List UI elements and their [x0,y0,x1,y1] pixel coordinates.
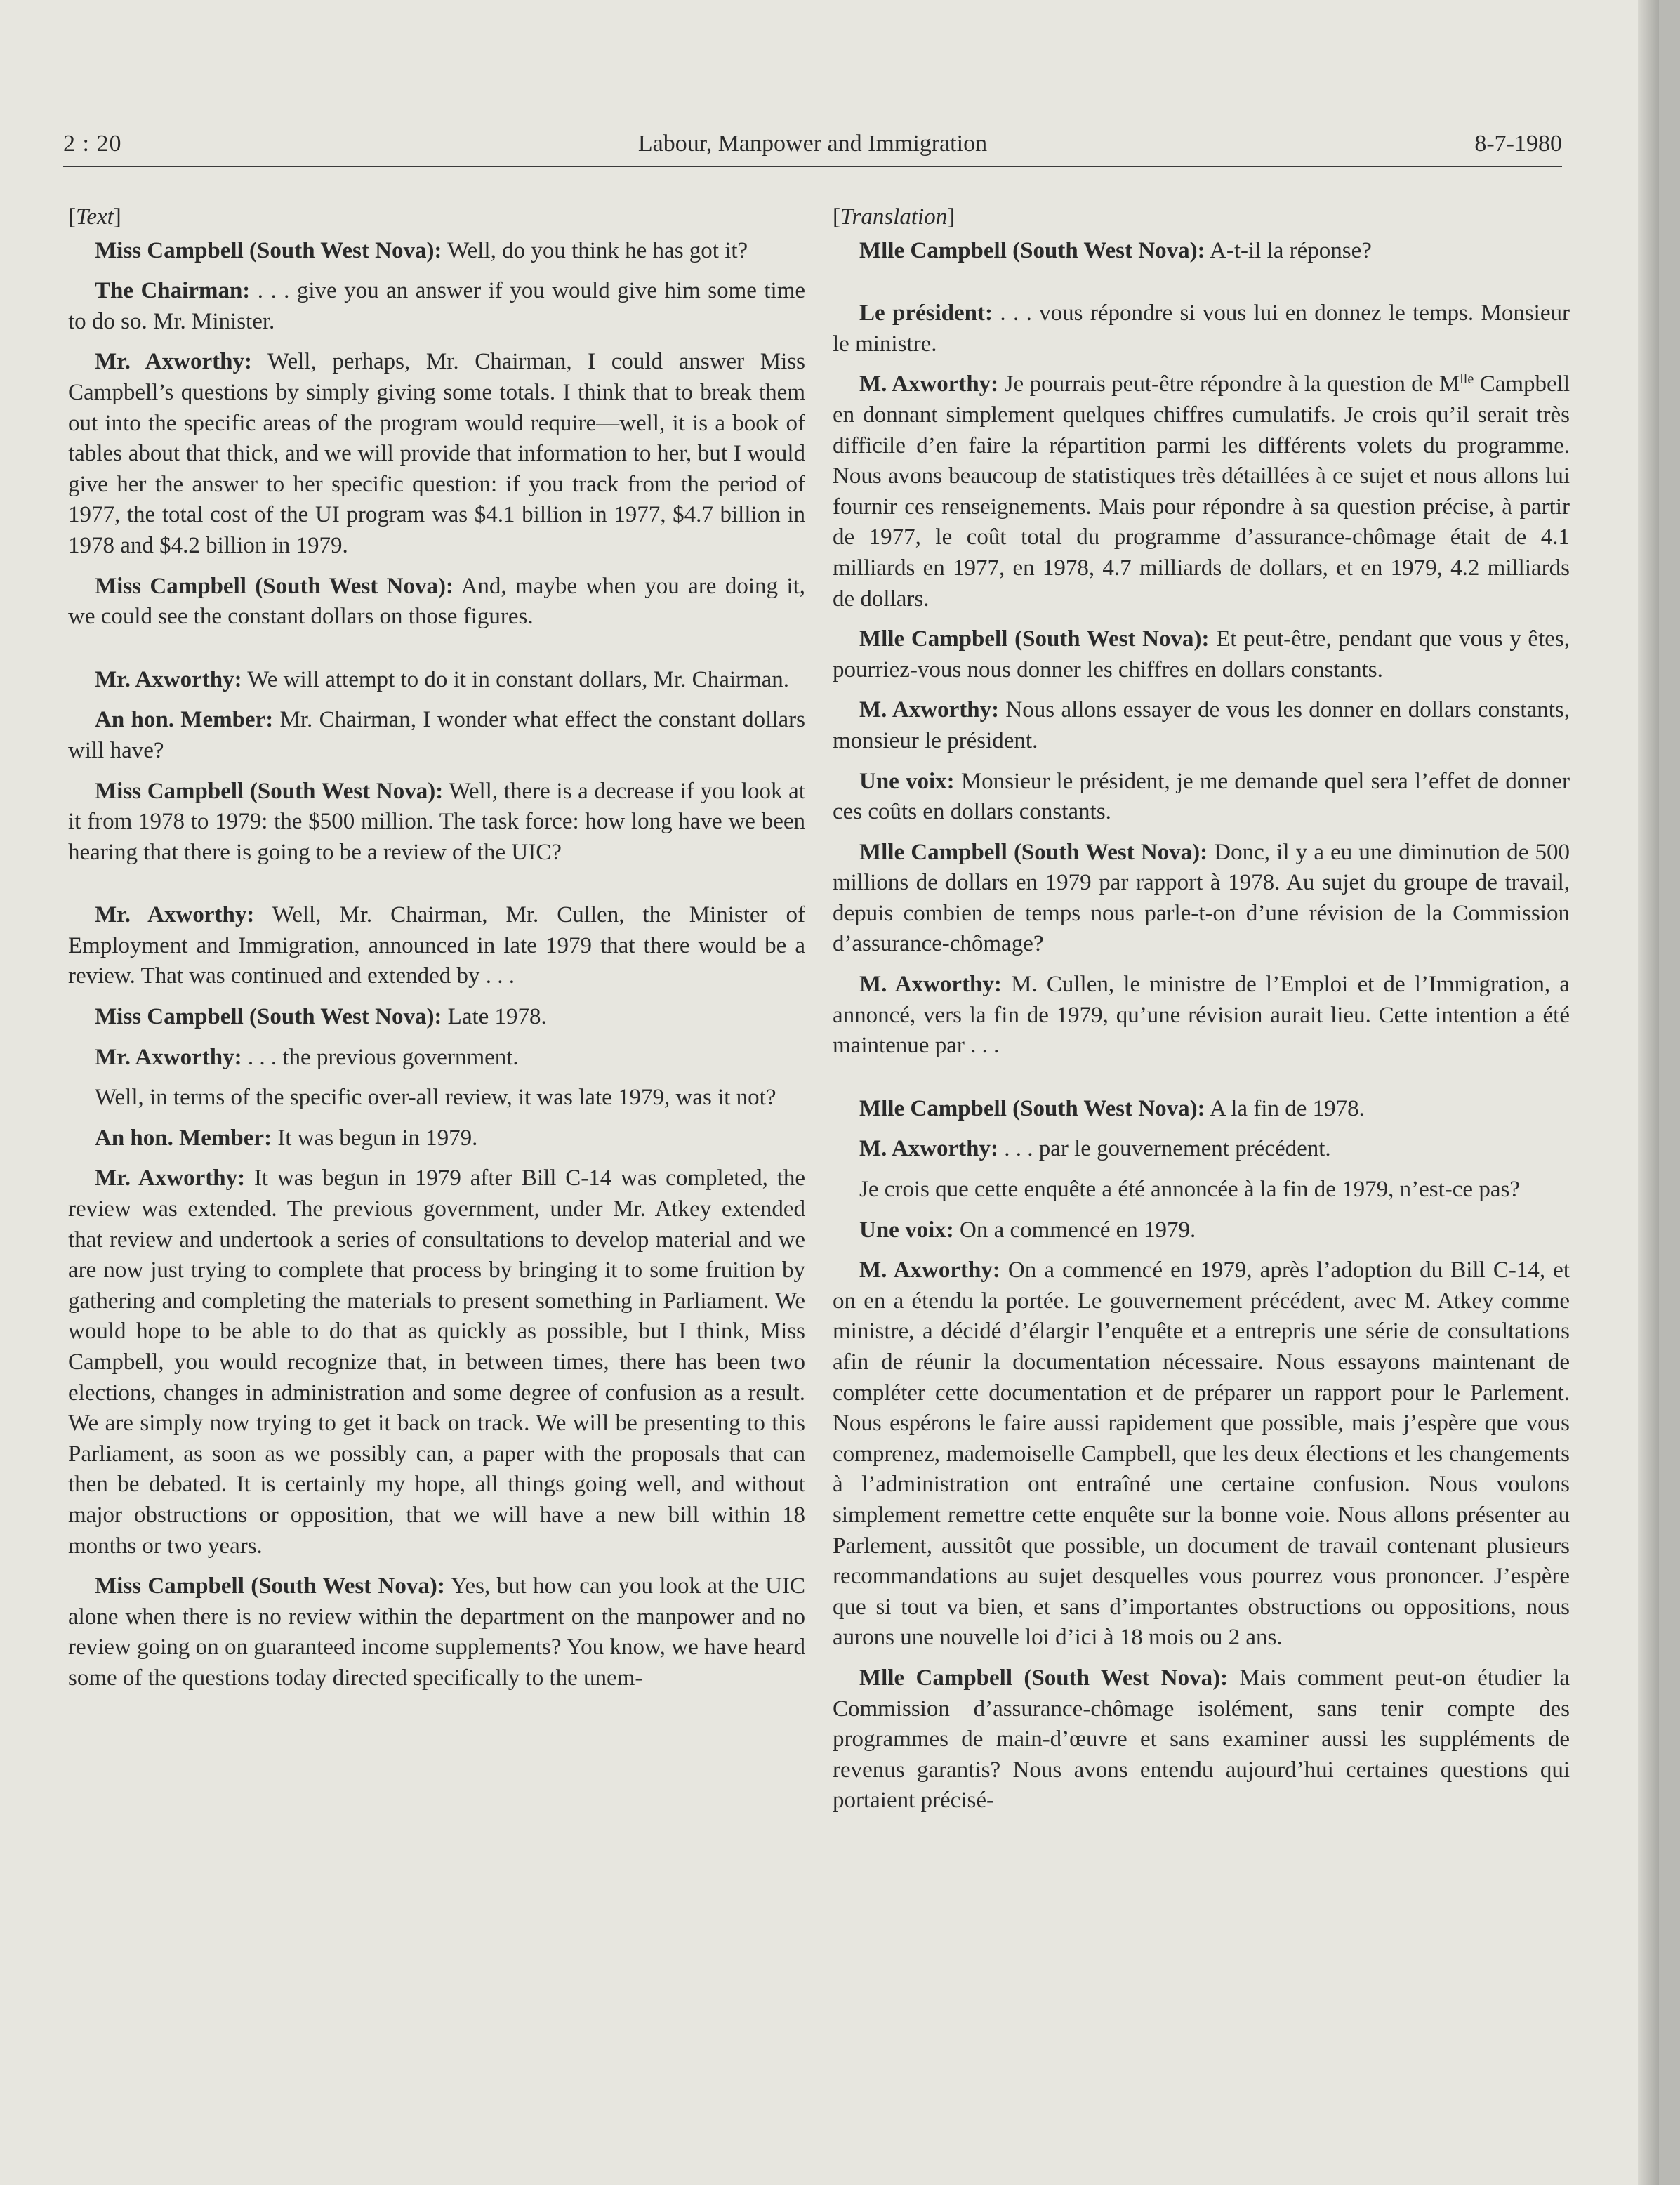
speech-paragraph: M. Axworthy: . . . par le gouvernement précédent. [859,1136,1331,1162]
speech-paragraph: M. Axworthy: Je pourrais peut-être répondre à la question de $M^{lle}$ Campbell en donnant simplement quelques chiffres cumulatifs. Je crois qu’il serait très difficile d’en faire la répartition parmi les différents volets du programme. Nous avons beaucoup de statistiques très détaillées à ce sujet et nous allons lui fournir ces renseignements. Mais pour répondre à sa question précise, à partir de 1977, le coût total du programme d’assurance-chômage était de 4.1 milliards en 1977, en 1978, 4.7 milliards de dollars, et en 1979, 4.2 milliards de dollars. [833,371,1570,612]
speech-paragraph: Mr. Axworthy: We will attempt to do it in constant dollars, Mr. Chairman. [95,666,790,692]
speech-paragraph: Miss Campbell (South West Nova): Yes, but how can you look at the UIC alone when there is no review within the department on the manpower and no review going on on guaranteed income supplements? You know, we have heard some of the questions today directed specifically to the unem- [68,1573,806,1691]
speech-paragraph: Mlle Campbell (South West Nova): Donc, il y a eu une diminution de 500 millions de dollars en 1979 par rapport à 1978. Au sujet du groupe de travail, depuis combien de temps nous parle-t-on d’une révision de la Commission d’assurance-chômage? [833,839,1570,957]
french-column [833,202,1570,1826]
speech-paragraph: M. Axworthy: Nous allons essayer de vous les donner en dollars constants, monsieur le président. [833,697,1570,753]
speech-paragraph: Miss Campbell (South West Nova): Well, do you think he has got it? [95,237,748,263]
speech-paragraph: Mr. Axworthy: Well, Mr. Chairman, Mr. Cullen, the Minister of Employment and Immigration, announced in late 1979 that there would be a review. That was continued and extended by . . . [68,902,805,989]
speech-paragraph: An hon. Member: It was begun in 1979. [95,1125,478,1151]
running-title: Labour, Manpower and Immigration [637,131,988,157]
speech-paragraph: Mr. Axworthy: . . . the previous government. [95,1044,519,1070]
header-date: 8-7-1980 [1474,131,1562,157]
speech-paragraph: Miss Campbell (South West Nova): Late 1978. [95,1004,547,1030]
speech-paragraph: M. Axworthy: M. Cullen, le ministre de l’Emploi et de l’Immigration, a annoncé, vers la fin de 1979, qu’une révision aurait lieu. Cette intention a été maintenue par . . . [833,972,1570,1059]
speech-paragraph: Mr. Axworthy: Well, perhaps, Mr. Chairman, I could answer Miss Campbell’s questions by simply giving some totals. I think that to break them out into the specific areas of the program would require—well, it is a book of tables about that thick, and we will provide that information to her, but I would give her the answer to her specific question: if you track from the period of 1977, the total cost of the UI program was $4.1 billion in 1977, $4.7 billion in 1978 and $4.2 billion in 1979. [68,349,805,558]
speech-paragraph: Miss Campbell (South West Nova): Well, there is a decrease if you look at it from 1978 to 1979: the $500 million. The task force: how long have we been hearing that there is going to be a review of the UIC? [68,778,806,865]
speech-paragraph: Je crois que cette enquête a été annoncée à la fin de 1979, n’est-ce pas? [859,1177,1520,1203]
language-label: [Text] [68,204,121,230]
speech-paragraph: An hon. Member: Mr. Chairman, I wonder what effect the constant dollars will have? [68,707,806,763]
speech-paragraph: Mlle Campbell (South West Nova): Mais comment peut-on étudier la Commission d’assurance-chômage isolément, sans tenir compte des programmes de main-d’œuvre et sans examiner aussi les suppléments de revenus garantis? Nous avons entendu aujourd’hui certaines questions qui portaient précisé- [833,1665,1570,1814]
language-label: [Translation] [833,204,955,230]
running-header [63,126,1562,167]
speech-paragraph: Mlle Campbell (South West Nova): A-t-il la réponse? [859,237,1372,263]
speech-paragraph: Miss Campbell (South West Nova): And, maybe when you are doing it, we could see the constant dollars on those figures. [68,573,805,630]
speech-paragraph: Mlle Campbell (South West Nova): A la fin de 1978. [859,1095,1365,1121]
speech-paragraph: Mlle Campbell (South West Nova): Et peut-être, pendant que vous y êtes, pourriez-vous nous donner les chiffres en dollars constants. [833,626,1570,682]
speech-paragraph: Well, in terms of the specific over-all review, it was late 1979, was it not? [95,1085,776,1111]
page-edge [1638,0,1659,2185]
speech-paragraph: Le président: . . . vous répondre si vous lui en donnez le temps. Monsieur le ministre. [833,301,1570,357]
speech-paragraph: Une voix: On a commencé en 1979. [859,1217,1196,1243]
english-column [68,202,805,1704]
page-number: 2 : 20 [63,131,122,157]
speech-paragraph: Mr. Axworthy: It was begun in 1979 after Bill C-14 was completed, the review was extended. The previous government, under Mr. Atkey extended that review and undertook a series of consultations to develop material and we are now just trying to complete that process by bringing it to some fruition by gathering and completing the materials to present something in Parliament. We would hope to be able to do that as quickly as possible, but I think, Miss Campbell, you would recognize that, in between times, there has been two elections, changes in administration and some degree of confusion as a result. We are simply now trying to get it back on track. We will be presenting to this Parliament, as soon as we possibly can, a paper with the proposals that can then be debated. It is certainly my hope, all things going well, and without major obstructions or opposition, that we will have a new bill within 18 months or two years. [68,1166,805,1559]
speech-paragraph: Une voix: Monsieur le président, je me demande quel sera l’effet de donner ces coûts en dollars constants. [833,768,1570,825]
speech-paragraph: M. Axworthy: On a commencé en 1979, après l’adoption du Bill C-14, et on en a étendu la portée. Le gouvernement précédent, avec M. Atkey comme ministre, a décidé d’élargir l’enquête et a entrepris une série de consultations afin de réunir la documentation nécessaire. Nous essayons maintenant de compléter cette documentation et de préparer un rapport pour le Parlement. Nous espérons le faire aussi rapidement que possible, mais j’espère que vous comprenez, mademoiselle Campbell, que les deux élections et les changements à l’administration ont entraîné une certaine confusion. Nous voulons simplement remettre cette enquête sur la bonne voie. Nous allons présenter au Parlement, aussitôt que possible, un document de travail contenant plusieurs recommandations au sujet desquelles vous pourrez vous prononcer. J’espère que si tout va bien, et sans d’importantes obstructions ou oppositions, nous aurons une nouvelle loi d’ici à 18 mois ou 2 ans. [833,1257,1570,1651]
speech-paragraph: The Chairman: . . . give you an answer if you would give him some time to do so. Mr. Minister. [68,278,806,334]
